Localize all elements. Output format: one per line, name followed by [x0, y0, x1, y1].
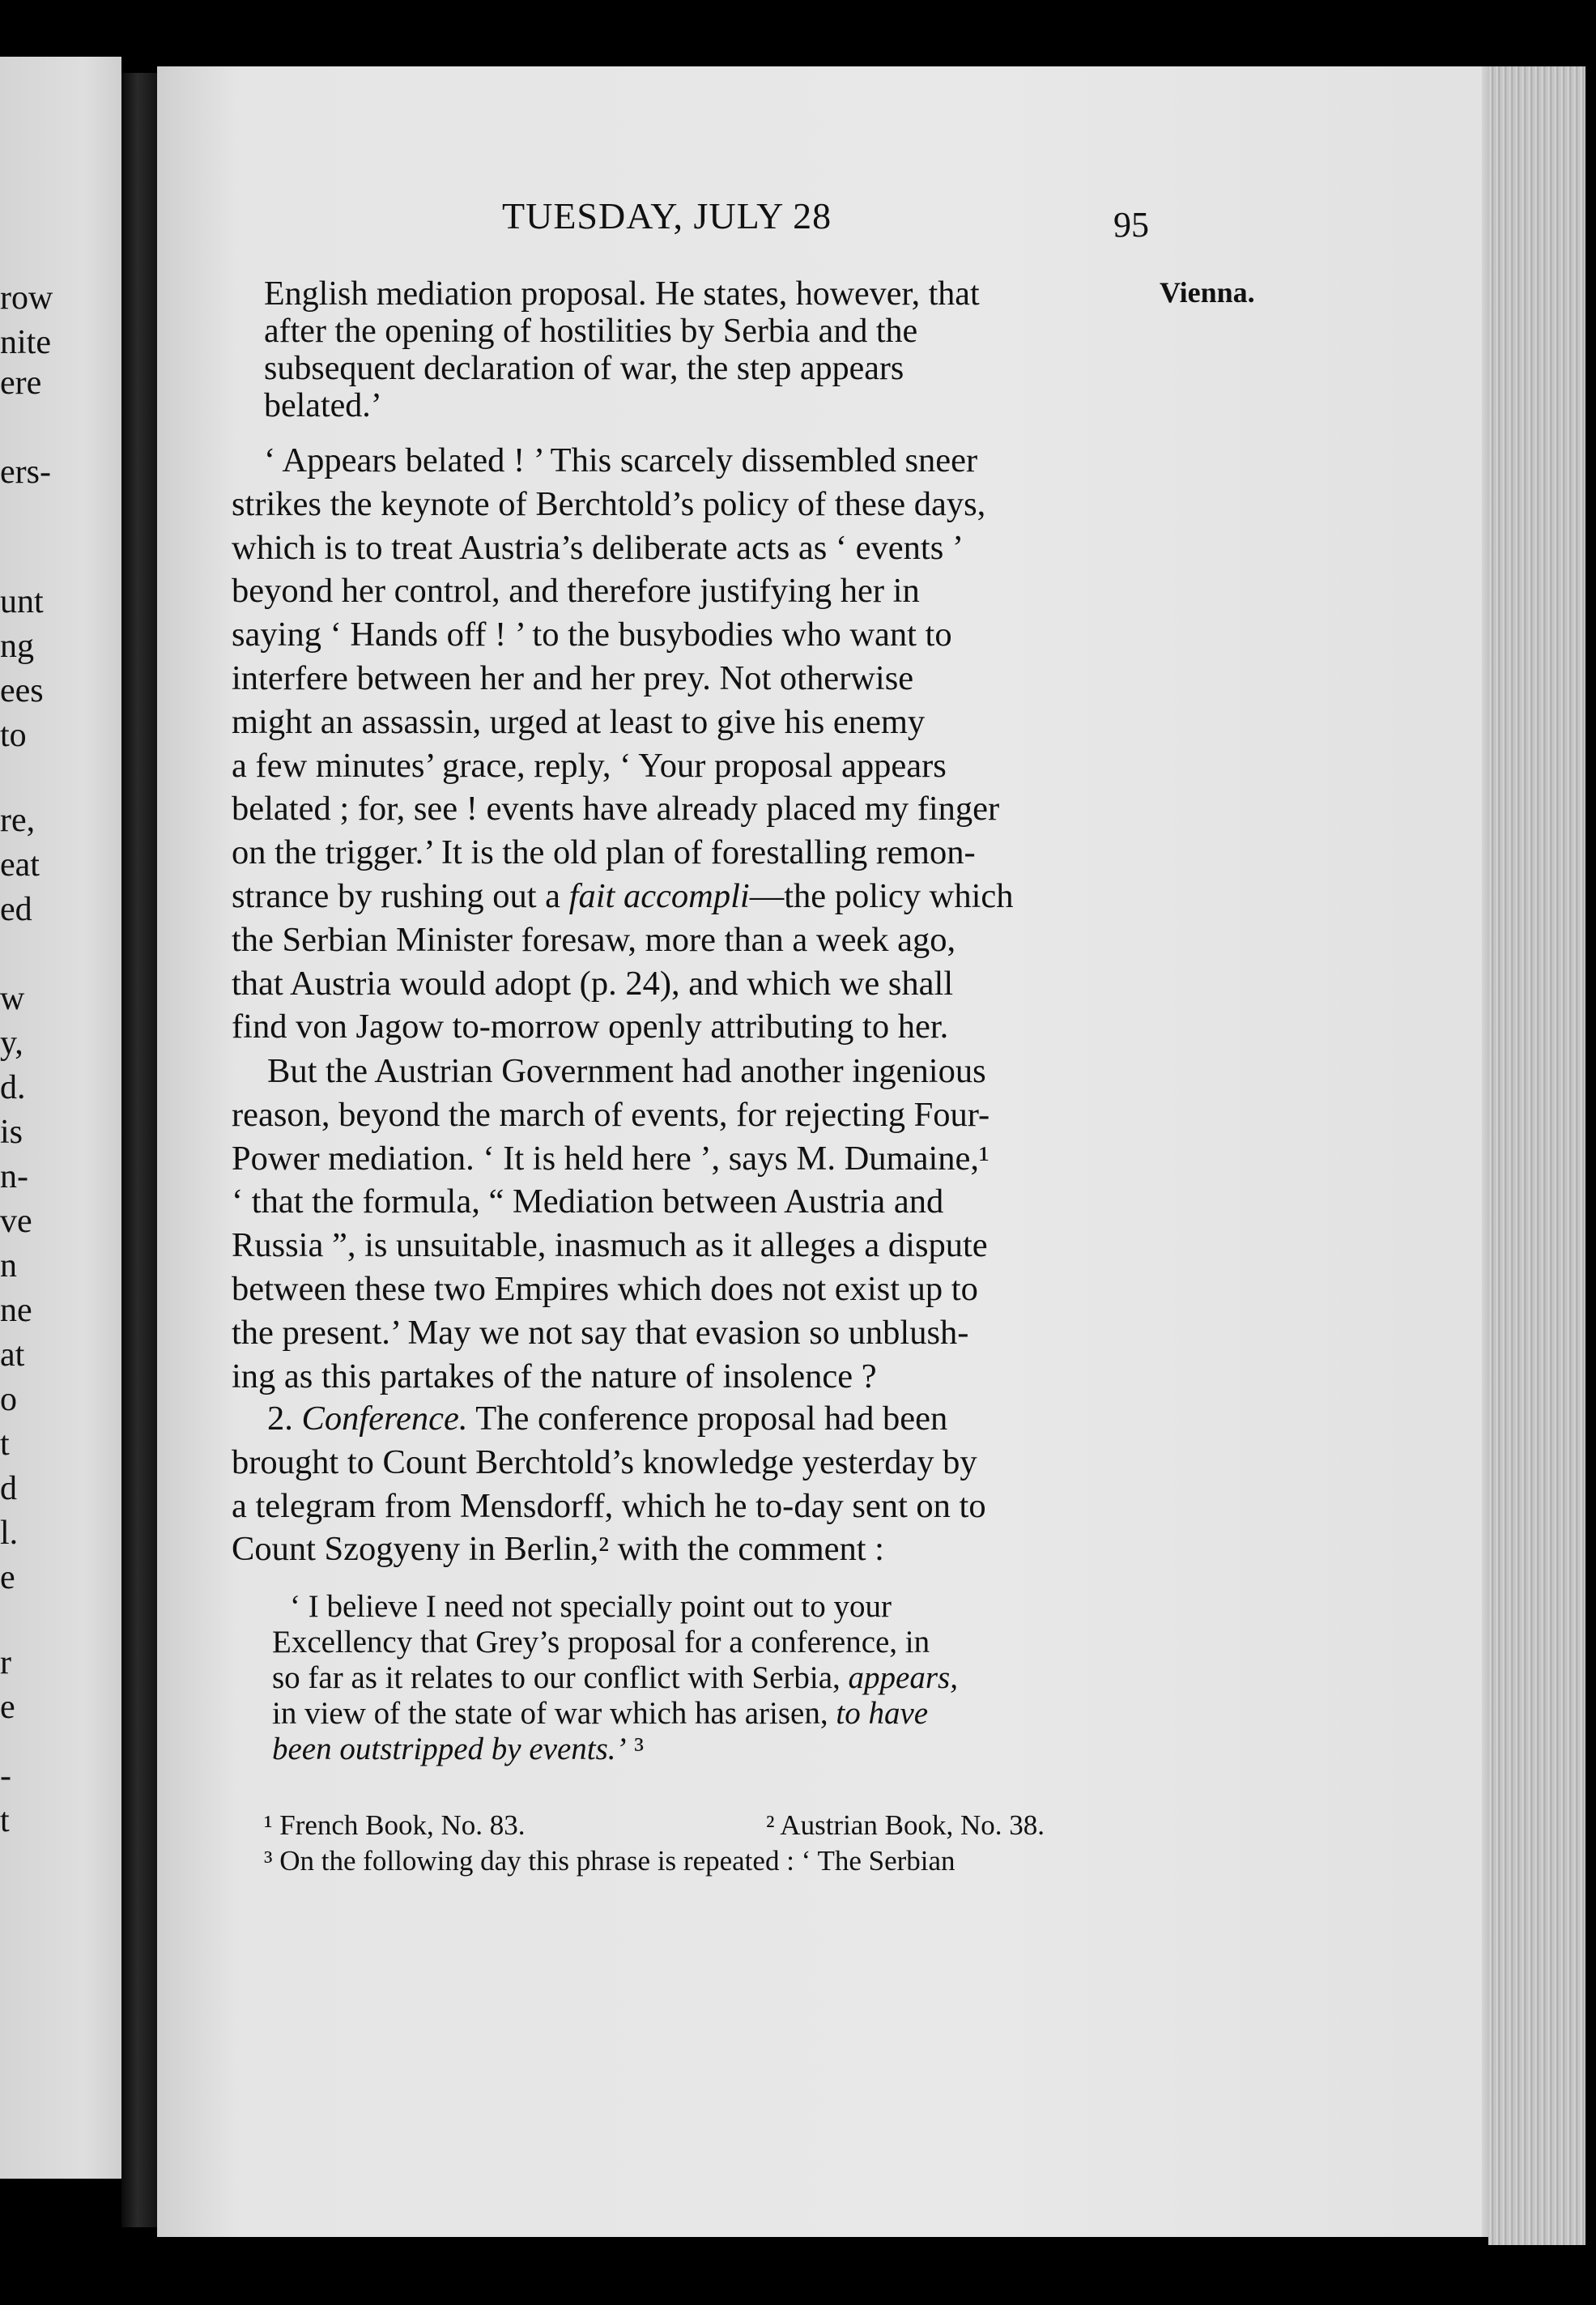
text-line: subsequent declaration of war, the step appears — [264, 350, 904, 387]
previous-page-fragment: eat — [0, 846, 40, 884]
text-line: the Serbian Minister foresaw, more than a week ago, — [232, 920, 956, 959]
previous-page-fragment: w — [0, 980, 25, 1017]
text-line: English mediation proposal. He states, however, that — [264, 275, 980, 313]
text-line: Russia ”, is unsuitable, inasmuch as it alleges a dispute — [232, 1226, 988, 1265]
previous-page-fragment: r — [0, 1644, 11, 1681]
text-line: beyond her control, and therefore justifying her in — [232, 572, 920, 611]
footnote-line — [264, 1808, 1159, 1843]
italic-phrase: appears, — [848, 1660, 958, 1695]
previous-page-fragment: l. — [0, 1515, 19, 1552]
text-line: belated.’ — [264, 387, 382, 424]
text-line: saying ‘ Hands off ! ’ to the busybodies who want to — [232, 616, 952, 654]
text-line — [232, 1397, 1159, 1441]
paragraph-2 — [232, 439, 1159, 1049]
previous-page-fragment: t — [0, 1425, 10, 1463]
previous-page-fragment: re, — [0, 802, 36, 839]
paragraph-1 — [264, 275, 1153, 424]
text-line: interfere between her and her prey. Not otherwise — [232, 658, 914, 697]
previous-page-fragment: o — [0, 1381, 17, 1418]
previous-page-fragment: ees — [0, 672, 44, 709]
previous-page-fragment: ne — [0, 1292, 32, 1329]
text-line: which is to treat Austria’s deliberate acts as ‘ events ’ — [232, 528, 964, 567]
text-line: reason, beyond the march of events, for rejecting Four- — [232, 1095, 990, 1134]
text-line — [232, 875, 1159, 918]
text-line: after the opening of hostilities by Serbia and the — [264, 313, 918, 350]
text-line: strikes the keynote of Berchtold’s policy of these days, — [232, 484, 986, 523]
footnote-ref: ³ — [626, 1732, 644, 1766]
previous-page-fragment: unt — [0, 583, 44, 620]
text-run: strance by rushing out a — [232, 876, 569, 915]
page-stack-edge — [1488, 66, 1585, 2245]
previous-page-fragment: - — [0, 1758, 11, 1795]
text-line: Count Szogyeny in Berlin,² with the comment : — [232, 1530, 884, 1569]
quote-line: Excellency that Grey’s proposal for a conference, in — [272, 1625, 930, 1660]
previous-page-fragment: is — [0, 1114, 23, 1151]
running-header: TUESDAY, JULY 28 — [502, 195, 832, 236]
text-line: Power mediation. ‘ It is held here ’, says M. Dumaine,¹ — [232, 1139, 990, 1178]
quote-line — [272, 1732, 1159, 1767]
quote-line — [272, 1696, 1159, 1732]
text-line: find von Jagow to-morrow openly attributing to her. — [232, 1008, 949, 1046]
text-run: —the policy which — [749, 876, 1014, 915]
previous-page-fragment: ve — [0, 1203, 32, 1240]
text-line: might an assassin, urged at least to give his enemy — [232, 702, 926, 741]
section-number: 2. — [267, 1400, 293, 1438]
footnotes — [264, 1808, 1159, 1879]
paragraph-4 — [232, 1397, 1159, 1571]
footnote-2: ² Austrian Book, No. 38. — [766, 1809, 1045, 1841]
margin-note: Vienna. — [1160, 276, 1255, 309]
italic-phrase: been outstripped by events.’ — [272, 1732, 627, 1766]
section-heading: Conference. — [301, 1400, 468, 1438]
previous-page-fragment: ere — [0, 364, 42, 402]
text-run: so far as it relates to our conflict with Serbia, — [272, 1660, 849, 1695]
text-line: a telegram from Mensdorff, which he to-day sent on to — [232, 1486, 986, 1525]
previous-page-fragment: ers- — [0, 454, 51, 491]
quote-line — [272, 1660, 1159, 1696]
previous-page-fragment: to — [0, 717, 27, 754]
previous-page-fragment: e — [0, 1559, 15, 1596]
text-line: between these two Empires which does not exist up to — [232, 1269, 978, 1308]
footnote-1: ¹ French Book, No. 83. — [264, 1809, 526, 1841]
previous-page-fragment: y, — [0, 1025, 23, 1062]
text-line: a few minutes’ grace, reply, ‘ Your proposal appears — [232, 746, 947, 785]
block-quote — [272, 1589, 1159, 1767]
previous-page-fragment: n- — [0, 1158, 28, 1195]
previous-page-fragment: at — [0, 1336, 25, 1374]
text-run: in view of the state of war which has arisen, — [272, 1696, 836, 1731]
previous-page-fragment: e — [0, 1689, 15, 1726]
text-line: the present.’ May we not say that evasion so unblush- — [232, 1313, 969, 1352]
text-line: ‘ that the formula, “ Mediation between Austria and — [232, 1182, 944, 1221]
previous-page-fragment: row — [0, 279, 53, 317]
text-line: brought to Count Berchtold’s knowledge yesterday by — [232, 1442, 977, 1481]
previous-page-fragment: d — [0, 1470, 17, 1507]
text-line: that Austria would adopt (p. 24), and which we shall — [232, 964, 954, 1003]
book-spine — [121, 73, 157, 2227]
previous-page-fragment: d. — [0, 1069, 26, 1106]
text-line: ing as this partakes of the nature of insolence ? — [232, 1357, 877, 1395]
previous-page-fragment: ng — [0, 628, 34, 665]
text-line: But the Austrian Government had another ingenious — [267, 1052, 986, 1090]
text-line: on the trigger.’ It is the old plan of forestalling remon- — [232, 833, 976, 872]
previous-page-fragment: n — [0, 1247, 17, 1285]
footnote-3: ³ On the following day this phrase is repeated : ‘ The Serbian — [264, 1845, 955, 1877]
text-line: belated ; for, see ! events have already placed my finger — [232, 790, 1000, 829]
quote-line: ‘ I believe I need not specially point out to your — [290, 1589, 892, 1624]
previous-page-fragment: t — [0, 1802, 10, 1839]
previous-page-fragment: nite — [0, 324, 51, 361]
page-number: 95 — [1113, 205, 1149, 245]
text-run: The conference proposal had been — [467, 1400, 948, 1438]
italic-phrase: to have — [836, 1696, 929, 1731]
italic-phrase: fait accompli — [568, 876, 750, 915]
paragraph-3 — [232, 1050, 1159, 1398]
text-line: ‘ Appears belated ! ’ This scarcely dissembled sneer — [264, 441, 978, 479]
previous-page-fragment: ed — [0, 891, 32, 928]
